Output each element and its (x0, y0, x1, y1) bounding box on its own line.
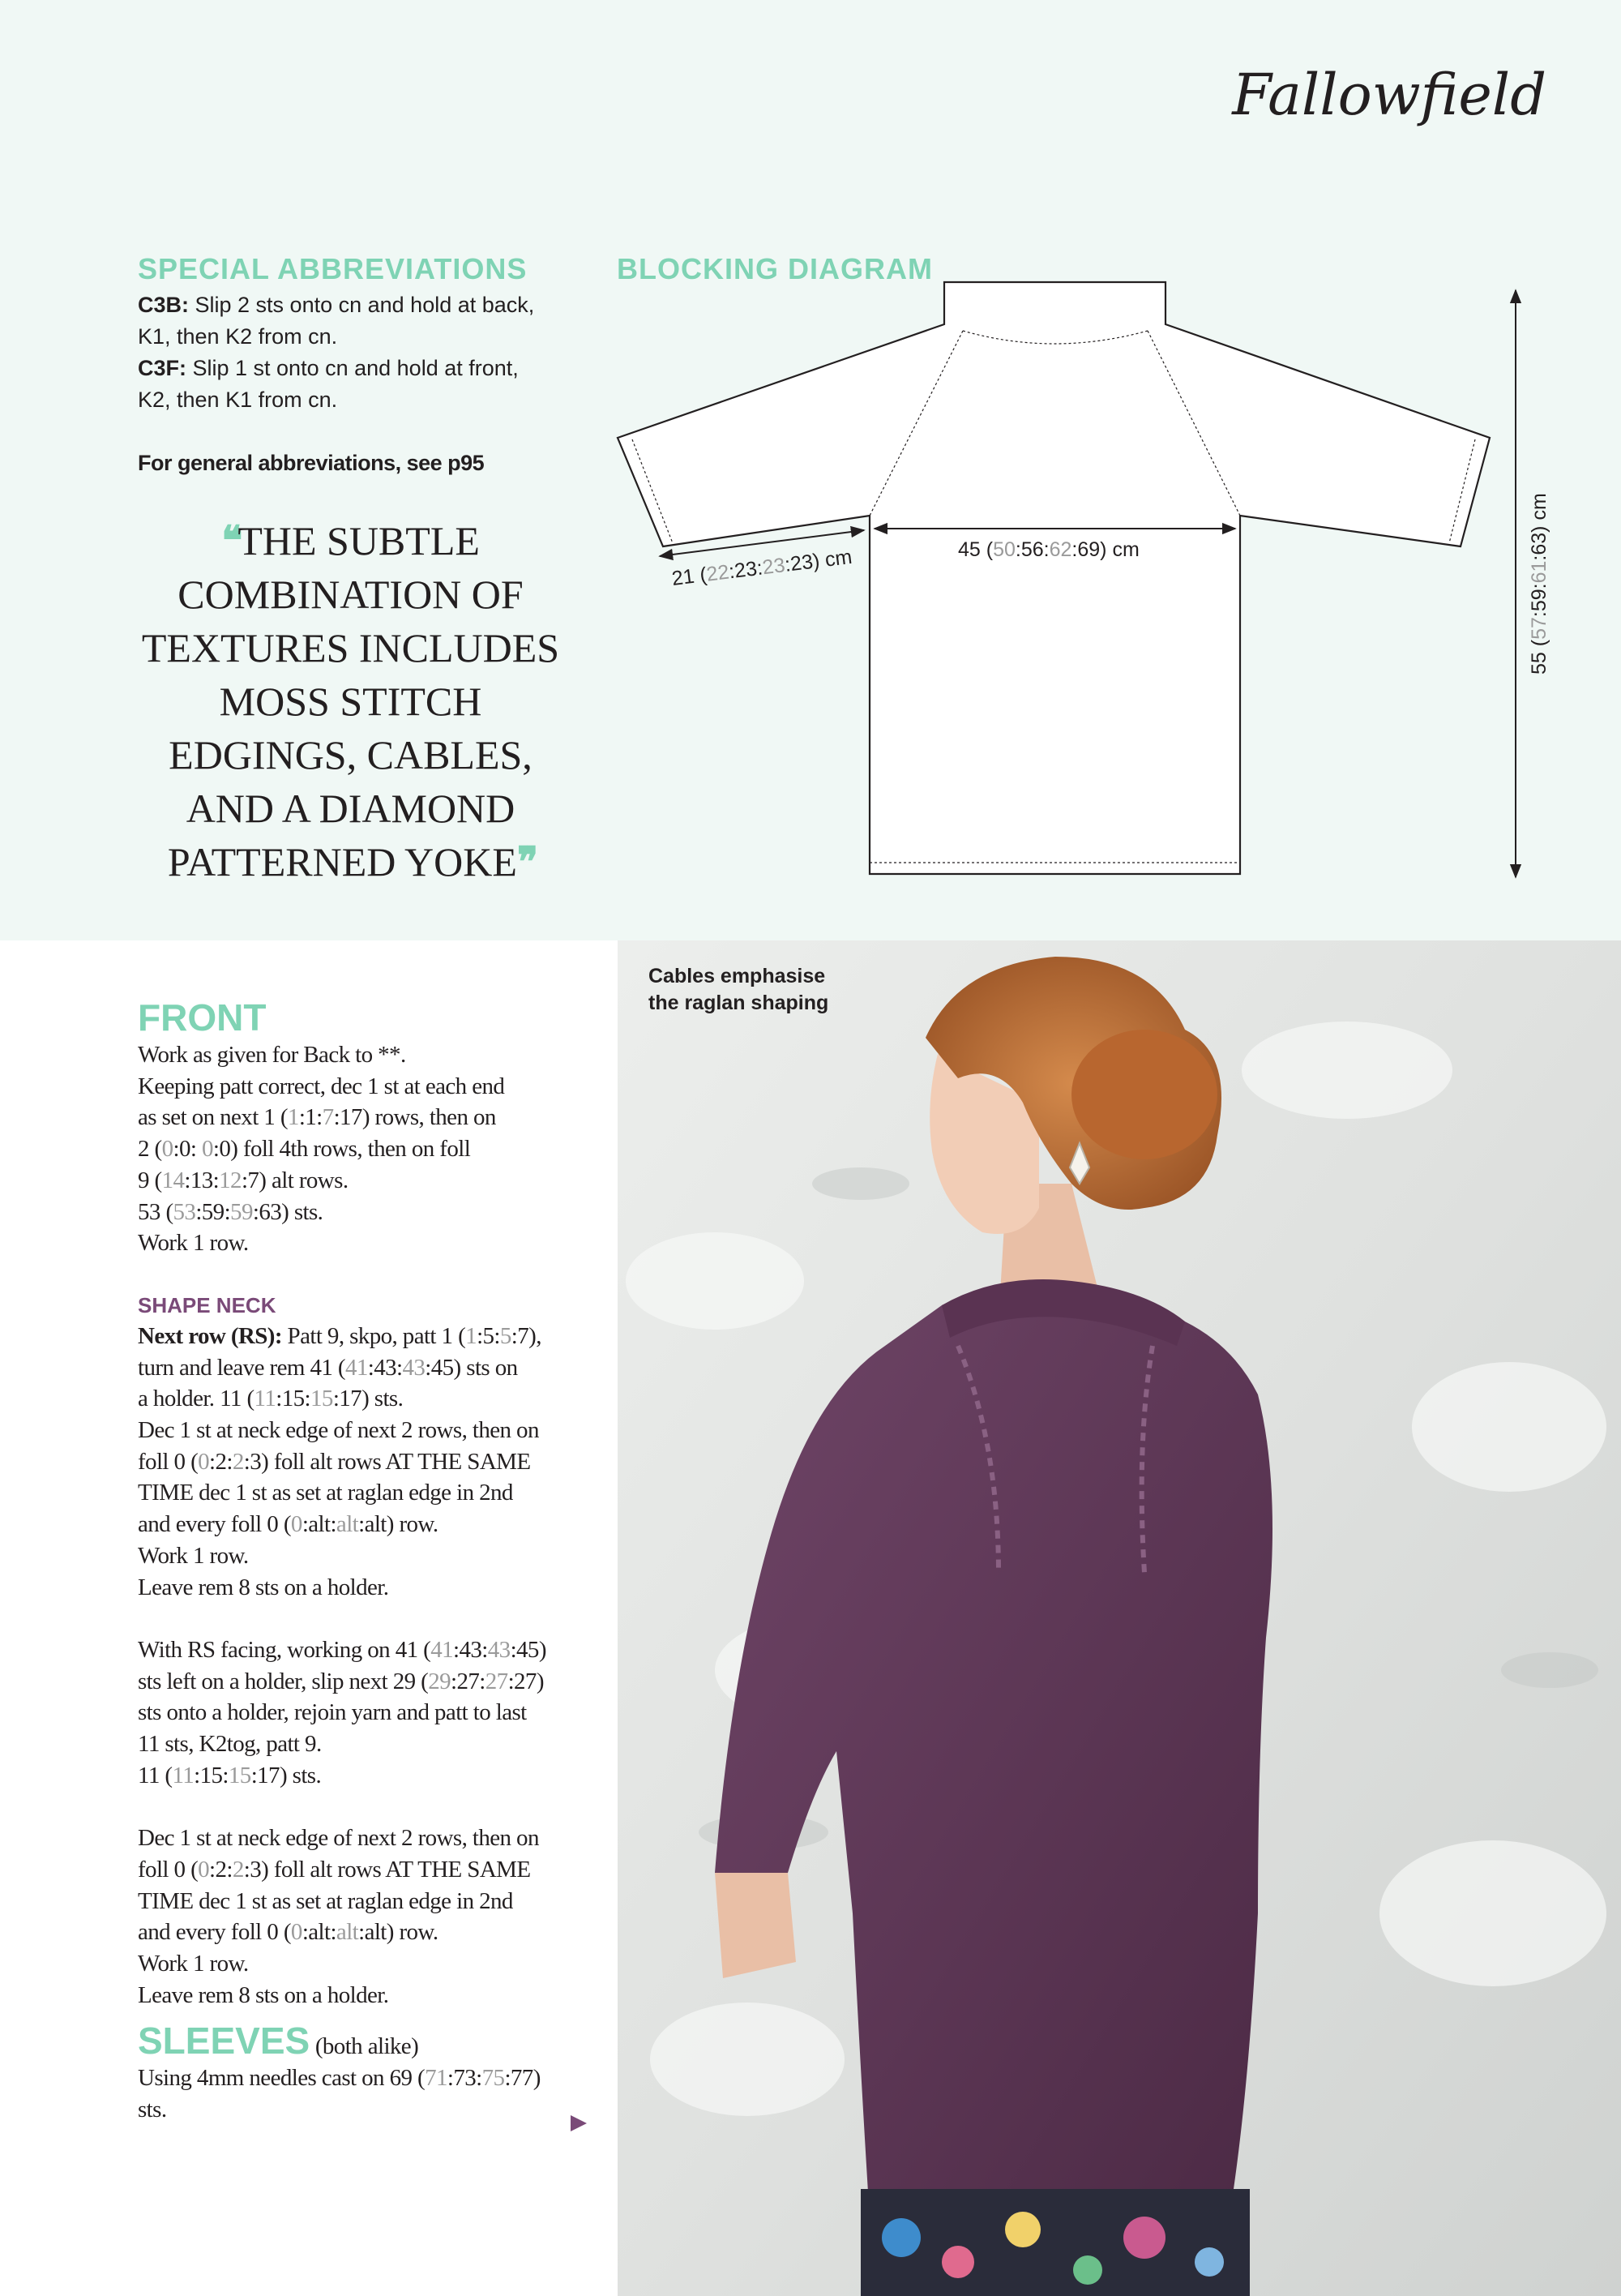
shape-neck-text: turn and leave rem 41 (41:43:43:45) sts on (138, 1354, 518, 1381)
sleeves-heading-line (138, 2019, 600, 2063)
pull-quote-line: AND A DIAMOND (186, 786, 515, 831)
shape-neck-text: Next row (RS): Patt 9, skpo, patt 1 (1:5:5:7), (138, 1322, 541, 1349)
sleeves-note: (both alike) (310, 2033, 419, 2060)
chest-width-label: 45 (50:56:62:69) cm (958, 538, 1140, 561)
shape-neck-text: and every foll 0 (0:alt:alt:alt) row. (138, 1511, 438, 1538)
front-text: 2 (0:0: 0:0) foll 4th rows, then on foll (138, 1136, 471, 1163)
shape-neck-text: Dec 1 st at neck edge of next 2 rows, then on (138, 1825, 539, 1852)
shape-neck-text: With RS facing, working on 41 (41:43:43:45) (138, 1636, 546, 1663)
photo-caption-line: Cables emphasise (648, 965, 826, 987)
shape-neck-text: Work 1 row. (138, 1950, 249, 1977)
front-text: Keeping patt correct, dec 1 st at each end (138, 1073, 505, 1099)
sleeves-text: Using 4mm needles cast on 69 (71:73:75:77) (138, 2065, 541, 2092)
shape-neck-text: Leave rem 8 sts on a holder. (138, 1574, 389, 1600)
next-row-label: Next row (RS): (138, 1322, 282, 1349)
photo-caption (648, 963, 828, 1017)
front-text: Work as given for Back to **. (138, 1042, 406, 1068)
abbr-c3f-term: C3F: (138, 356, 186, 380)
shape-neck-heading: SHAPE NECK (138, 1292, 276, 1317)
shape-neck-text: 11 sts, K2tog, patt 9. (138, 1731, 322, 1758)
shape-neck-text: 11 (11:15:15:17) sts. (138, 1762, 322, 1788)
sleeves-text: sts. (138, 2097, 167, 2123)
sleeves-heading: SLEEVES (138, 2020, 310, 2063)
shape-neck-text: sts left on a holder, slip next 29 (29:27:27:27) (138, 1668, 544, 1694)
pull-quote-line: COMBINATION OF (177, 572, 524, 617)
shape-neck-text: TIME dec 1 st as set at raglan edge in 2nd (138, 1887, 513, 1914)
shape-neck-text: Leave rem 8 sts on a holder. (138, 1981, 389, 2008)
pattern-text-column (138, 996, 600, 2126)
abbr-c3f (138, 353, 559, 384)
abbr-c3b-term: C3B: (138, 293, 190, 317)
blocking-diagram (600, 268, 1572, 900)
abbr-c3f-line1: Slip 1 st onto cn and hold at front, (186, 356, 519, 380)
shape-neck-text: a holder. 11 (11:15:15:17) sts. (138, 1386, 404, 1412)
model-photo (618, 940, 1621, 2296)
pull-quote-line: PATTERNED YOKE❜❜ (167, 837, 534, 885)
open-quote-icon: ❛❛ (221, 516, 238, 564)
shape-neck-text: Dec 1 st at neck edge of next 2 rows, then on (138, 1417, 539, 1444)
front-text: 9 (14:13:12:7) alt rows. (138, 1167, 349, 1193)
pull-quote (122, 514, 580, 889)
shape-neck-text: Work 1 row. (138, 1542, 249, 1569)
front-text: 53 (53:59:59:63) sts. (138, 1198, 323, 1225)
blocking-diagram-heading: BLOCKING DIAGRAM (617, 252, 933, 285)
pull-quote-line: MOSS STITCH (219, 679, 482, 724)
running-title: Fallowfield (1232, 62, 1546, 128)
shape-neck-text: TIME dec 1 st as set at raglan edge in 2nd (138, 1480, 513, 1506)
body-length-label: 55 (57:59:61:63) cm (1528, 493, 1550, 675)
front-text: as set on next 1 (1:1:7:17) rows, then on (138, 1104, 496, 1131)
photo-caption-line: the raglan shaping (648, 992, 829, 1014)
continue-arrow-icon (569, 2114, 588, 2133)
pull-quote-line: ❛❛THE SUBTLE (221, 516, 480, 564)
shape-neck-text: sts onto a holder, rejoin yarn and patt to last (138, 1699, 527, 1726)
front-heading: FRONT (138, 996, 267, 1039)
shape-neck-text: foll 0 (0:2:2:3) foll alt rows AT THE SAME (138, 1448, 531, 1475)
special-abbreviations-body (138, 289, 559, 479)
general-abbreviations-note: For general abbreviations, see p95 (138, 451, 485, 475)
abbr-c3b-line1: Slip 2 sts onto cn and hold at back, (189, 293, 535, 317)
pull-quote-line: EDGINGS, CABLES, (169, 732, 532, 777)
front-text: Work 1 row. (138, 1230, 249, 1257)
sleeve-length-label: 21 (22:23:23:23) cm (670, 545, 853, 590)
abbr-c3b-line2: K1, then K2 from cn. (138, 324, 338, 349)
shape-neck-text: foll 0 (0:2:2:3) foll alt rows AT THE SAME (138, 1856, 531, 1883)
abbr-c3f-line2: K2, then K1 from cn. (138, 388, 338, 412)
close-quote-icon: ❜❜ (516, 837, 534, 885)
abbr-c3b (138, 289, 559, 321)
shape-neck-text: and every foll 0 (0:alt:alt:alt) row. (138, 1919, 438, 1946)
model-photo-illustration (618, 940, 1621, 2296)
pull-quote-line: TEXTURES INCLUDES (141, 625, 560, 670)
special-abbreviations-heading: SPECIAL ABBREVIATIONS (138, 252, 528, 285)
